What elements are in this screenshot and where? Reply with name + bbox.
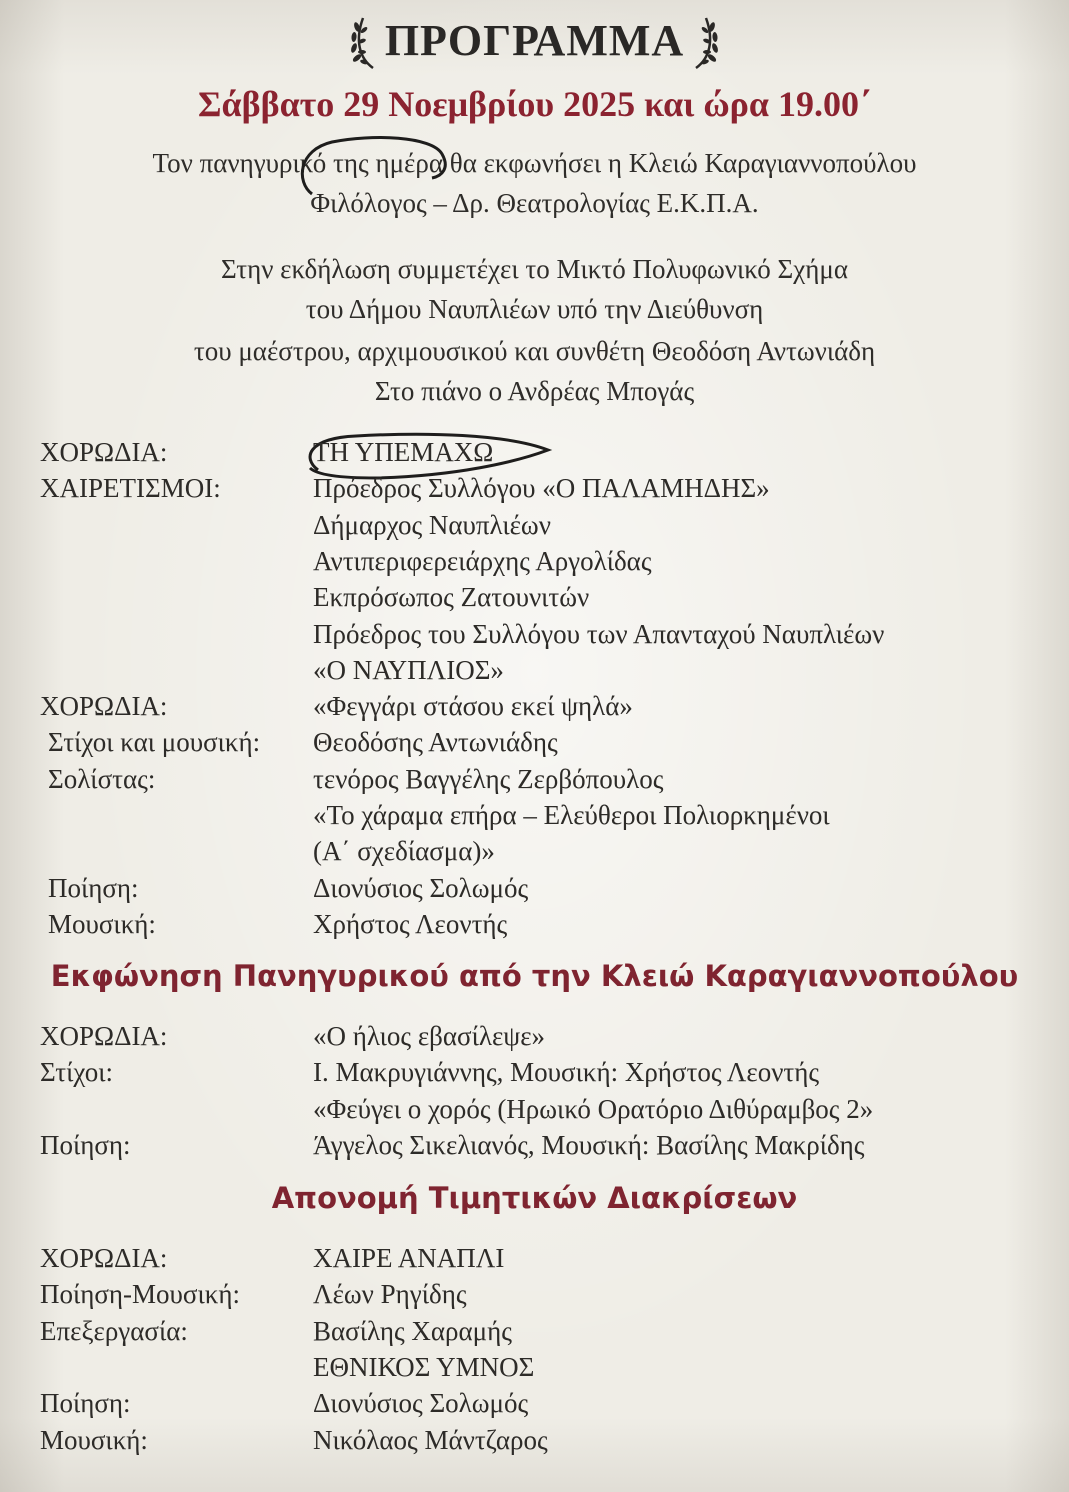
program-row-value: Βασίλης Χαραμής xyxy=(313,1315,512,1346)
program-row xyxy=(0,507,1069,543)
program-row-value: «Φεύγει ο χορός (Ηρωικό Ορατόριο Διθύραμβος 2» xyxy=(313,1093,874,1124)
program-row-label: ΧΟΡΩΔΙΑ: xyxy=(40,437,168,467)
program-row xyxy=(0,543,1069,579)
program-row-value: Πρόεδρος Συλλόγου «Ο ΠΑΛΑΜΗΔΗΣ» xyxy=(313,473,770,504)
program-row-value: Διονύσιος Σολωμός xyxy=(313,872,529,903)
program-row-value: Αντιπεριφερειάρχης Αργολίδας xyxy=(313,545,652,576)
program-row-label: Ποίηση: xyxy=(48,872,139,903)
program-row xyxy=(0,616,1069,652)
program-row-value: Λέων Ρηγίδης xyxy=(313,1279,467,1310)
choir-line-3: του μαέστρου, αρχιμουσικού και συνθέτη Θεοδόση Αντωνιάδη xyxy=(193,336,876,366)
program-row-value: Δήμαρχος Ναυπλιέων xyxy=(313,509,551,540)
program-row xyxy=(0,906,1069,942)
program-row xyxy=(0,1127,1069,1163)
program-row-value: Πρόεδρος του Συλλόγου των Απανταχού Ναυπλιέων xyxy=(313,618,885,649)
program-row xyxy=(0,434,1069,470)
program-row-value: Άγγελος Σικελιανός, Μουσική: Βασίλης Μακρίδης xyxy=(313,1129,865,1160)
program-row xyxy=(0,1054,1069,1090)
program-row xyxy=(0,1240,1069,1276)
program-row xyxy=(0,1422,1069,1458)
choir-line-2: του Δήμου Ναυπλιέων υπό την Διεύθυνση xyxy=(305,294,764,324)
program-row-label: Ποίηση-Μουσική: xyxy=(40,1279,240,1310)
page-header xyxy=(0,6,1069,76)
program-row-value: Εκπρόσωπος Ζατουνιτών xyxy=(313,582,590,613)
speaker-line-2: Φιλόλογος – Δρ. Θεατρολογίας Ε.Κ.Π.Α. xyxy=(310,188,759,218)
speaker-line-1: Τον πανηγυρικό της ημέρα θα εκφωνήσει η Κλειώ Καραγιαννοπούλου xyxy=(152,148,917,178)
laurel-right-icon xyxy=(690,10,720,72)
program-row-value: ΧΑΙΡΕ ΑΝΑΠΛΙ xyxy=(313,1243,505,1273)
program-row xyxy=(0,870,1069,906)
program-row-value: τενόρος Βαγγέλης Ζερβόπουλος xyxy=(313,763,664,794)
program-row xyxy=(0,688,1069,724)
program-row-label: Ποίηση: xyxy=(40,1388,131,1419)
program-row xyxy=(0,579,1069,615)
program-row-value: «Ο ήλιος εβασίλεψε» xyxy=(313,1021,546,1051)
program-row xyxy=(0,833,1069,869)
program-row-label: Μουσική: xyxy=(40,1424,148,1455)
program-row-value: ΤΗ ΥΠΕΜΑΧΩ xyxy=(313,437,494,467)
program-row-label: Ποίηση: xyxy=(40,1129,131,1160)
program-row-value: Χρήστος Λεοντής xyxy=(313,908,508,939)
program-row xyxy=(0,761,1069,797)
program-row-label: Στίχοι και μουσική: xyxy=(48,727,261,758)
program-row xyxy=(0,470,1069,506)
program-row-label: ΧΑΙΡΕΤΙΣΜΟΙ: xyxy=(40,473,221,504)
program-row xyxy=(0,1385,1069,1421)
program-row-value: «Ο ΝΑΥΠΛΙΟΣ» xyxy=(313,654,504,685)
program-row xyxy=(0,724,1069,760)
program-row-label: Μουσική: xyxy=(48,908,156,939)
laurel-left-icon xyxy=(349,10,379,72)
heading-awards: Απονομή Τιμητικών Διακρίσεων xyxy=(271,1181,798,1215)
program-row xyxy=(0,1276,1069,1312)
program-row xyxy=(0,652,1069,688)
program-row-value: (Α΄ σχεδίασμα)» xyxy=(313,836,495,867)
program-row-value: «Το χάραμα επήρα – Ελεύθεροι Πολιορκημένοι xyxy=(313,800,830,830)
program-row xyxy=(0,1091,1069,1127)
event-date: Σάββατο 29 Νοεμβρίου 2025 και ώρα 19.00΄ xyxy=(198,84,871,124)
program-row-value: Θεοδόσης Αντωνιάδης xyxy=(313,727,558,758)
program-row-value: ΕΘΝΙΚΟΣ ΥΜΝΟΣ xyxy=(313,1351,535,1382)
program-row-value: «Φεγγάρι στάσου εκεί ψηλά» xyxy=(313,691,633,722)
page-title: ΠΡΟΓΡΑΜΜΑ xyxy=(384,16,685,65)
program-row xyxy=(0,1018,1069,1054)
program-row-label: Στίχοι: xyxy=(40,1057,113,1088)
program-row-label: ΧΟΡΩΔΙΑ: xyxy=(40,1243,168,1273)
program-row xyxy=(0,1313,1069,1349)
program-row-label: ΧΟΡΩΔΙΑ: xyxy=(40,691,168,722)
heading-speech: Εκφώνηση Πανηγυρικού από την Κλειώ Καραγιαννοπούλου xyxy=(50,959,1019,993)
choir-line-4: Στο πιάνο ο Ανδρέας Μπογάς xyxy=(374,376,695,406)
program-row xyxy=(0,1349,1069,1385)
choir-line-1: Στην εκδήλωση συμμετέχει το Μικτό Πολυφωνικό Σχήμα xyxy=(221,254,848,284)
program-row-label: Σολίστας: xyxy=(48,763,156,794)
program-row xyxy=(0,797,1069,833)
program-row-value: Ι. Μακρυγιάννης, Μουσική: Χρήστος Λεοντής xyxy=(313,1057,820,1088)
program-row-value: Νικόλαος Μάντζαρος xyxy=(313,1424,548,1455)
program-row-value: Διονύσιος Σολωμός xyxy=(313,1388,529,1419)
program-row-label: Επεξεργασία: xyxy=(40,1315,188,1346)
program-row-label: ΧΟΡΩΔΙΑ: xyxy=(40,1021,168,1051)
